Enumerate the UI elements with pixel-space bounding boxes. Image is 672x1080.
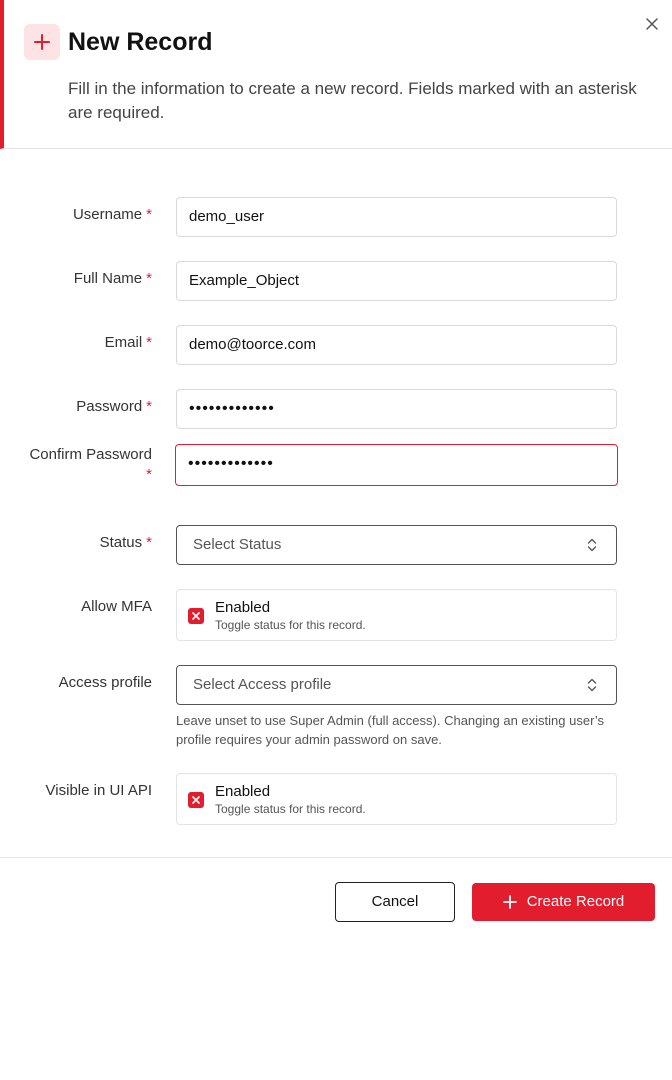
dialog-header [0, 0, 672, 149]
allow-mfa-toggle-title: Enabled [215, 599, 271, 616]
email-label: Email * [104, 334, 152, 351]
visible-ui-api-toggle-sub: Toggle status for this record. [215, 802, 366, 816]
plus-icon [503, 895, 517, 909]
full-name-field[interactable]: Example_Object [176, 261, 617, 301]
access-profile-select[interactable] [176, 665, 617, 705]
visible-ui-api-label: Visible in UI API [45, 782, 152, 799]
create-record-label: Create Record [526, 893, 625, 910]
confirm-password-label: Confirm Password * [29, 446, 152, 483]
create-record-button[interactable] [472, 883, 655, 921]
confirm-password-field[interactable]: ••••••••••••• [175, 444, 618, 486]
visible-ui-api-toggle[interactable] [176, 773, 617, 825]
dialog-footer [0, 857, 672, 1080]
close-icon[interactable] [188, 792, 204, 808]
status-label: Status * [99, 534, 152, 551]
access-profile-help: Leave unset to use Super Admin (full access). Changing an existing user’s profile requires your admin password on save. [176, 713, 605, 747]
dialog-description: Fill in the information to create a new record. Fields marked with an asterisk are required. [68, 79, 637, 122]
dialog-title: New Record [68, 28, 213, 56]
username-label: Username * [72, 206, 152, 223]
allow-mfa-label: Allow MFA [81, 598, 152, 615]
chevron-up-down-icon [584, 677, 600, 693]
close-icon[interactable] [643, 15, 661, 33]
status-select-placeholder: Select Status [193, 536, 282, 553]
full-name-label: Full Name * [73, 270, 152, 287]
cancel-button[interactable]: Cancel [335, 882, 455, 922]
chevron-up-down-icon [584, 537, 600, 553]
status-select[interactable] [176, 525, 617, 565]
allow-mfa-toggle[interactable] [176, 589, 617, 641]
allow-mfa-toggle-sub: Toggle status for this record. [215, 618, 366, 632]
email-field[interactable]: demo@toorce.com [176, 325, 617, 365]
close-icon[interactable] [188, 608, 204, 624]
plus-icon [24, 24, 60, 60]
password-field[interactable]: ••••••••••••• [176, 389, 617, 429]
password-label: Password * [76, 398, 152, 415]
access-profile-select-placeholder: Select Access profile [193, 676, 332, 693]
access-profile-label: Access profile [58, 674, 152, 691]
visible-ui-api-toggle-title: Enabled [215, 783, 271, 800]
username-field[interactable]: demo_user [176, 197, 617, 237]
